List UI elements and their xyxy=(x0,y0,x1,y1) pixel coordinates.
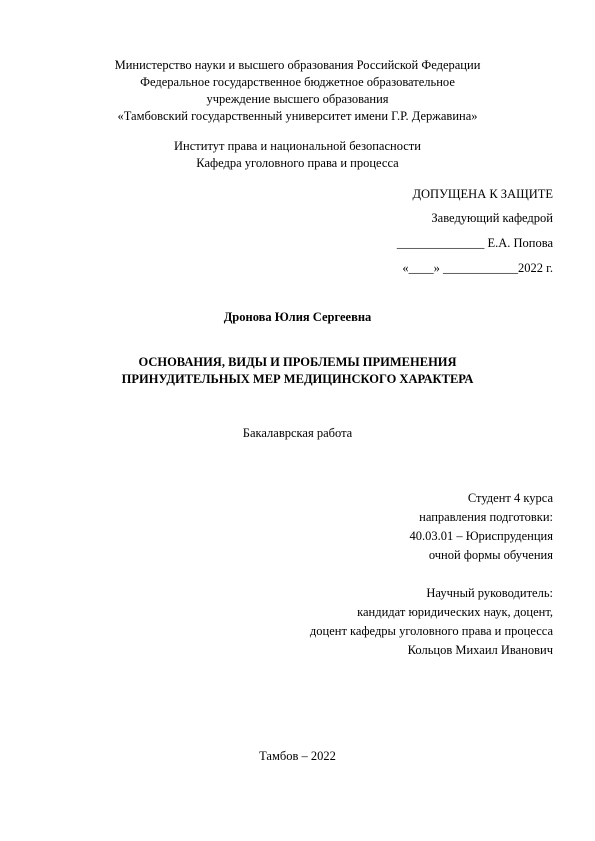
institution-line-2: учреждение высшего образования xyxy=(206,92,389,106)
city-year-footer: Тамбов – 2022 xyxy=(259,749,336,763)
work-type: Бакалаврская работа xyxy=(242,426,353,440)
approval-signature: ______________ Е.А. Попова xyxy=(396,236,553,250)
student-direction: 40.03.01 – Юриспруденция xyxy=(409,529,553,543)
student-course: Студент 4 курса xyxy=(467,491,553,505)
student-direction-label: направления подготовки: xyxy=(419,510,553,524)
department-name: Кафедра уголовного права и процесса xyxy=(196,156,399,170)
student-study-form: очной формы обучения xyxy=(428,548,553,562)
supervisor-name: Кольцов Михаил Иванович xyxy=(407,643,553,657)
institution-line-1: Федеральное государственное бюджетное образовательное xyxy=(140,75,455,89)
approval-role: Заведующий кафедрой xyxy=(431,211,553,225)
ministry-line: Министерство науки и высшего образования Российской Федерации xyxy=(114,58,481,72)
institute-name: Институт права и национальной безопасности xyxy=(174,139,421,153)
thesis-title-line-1: ОСНОВАНИЯ, ВИДЫ И ПРОБЛЕМЫ ПРИМЕНЕНИЯ xyxy=(138,355,457,369)
thesis-title-line-2: ПРИНУДИТЕЛЬНЫХ МЕР МЕДИЦИНСКОГО ХАРАКТЕРА xyxy=(121,372,474,386)
supervisor-label: Научный руководитель: xyxy=(426,586,553,600)
approval-date: «____» ____________2022 г. xyxy=(402,261,553,275)
university-name: «Тамбовский государственный университет имени Г.Р. Державина» xyxy=(117,109,478,123)
supervisor-degree: кандидат юридических наук, доцент, xyxy=(357,605,553,619)
approval-title: ДОПУЩЕНА К ЗАЩИТЕ xyxy=(412,187,553,201)
author-name: Дронова Юлия Сергеевна xyxy=(223,310,372,324)
supervisor-position: доцент кафедры уголовного права и процесса xyxy=(309,624,553,638)
